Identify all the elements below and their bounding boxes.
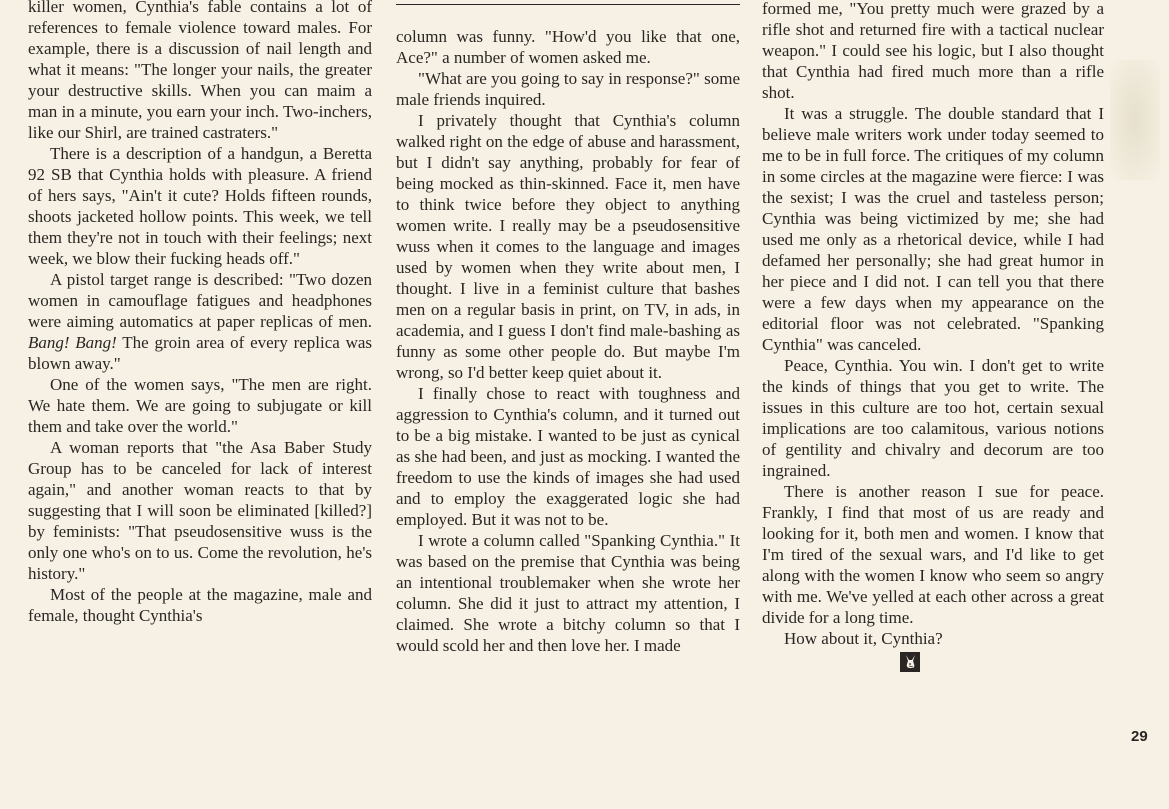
column-1 — [28, 0, 372, 626]
paragraph-text: A pistol target range is described: "Two dozen women in camouflage fatigues and headphones were aiming automatics at paper replicas of men. — [28, 270, 372, 331]
paragraph: I finally chose to react with toughness and aggression to Cynthia's column, and it turned out to be a big mistake. I wanted to be just as cynical as she had been, and just as mocking. I wanted the freedom to use the kinds of images she had used and to employ the exaggerated logic she had employed. But it was not to be. — [396, 384, 740, 529]
italic-phrase: Bang! Bang! — [28, 333, 117, 352]
paragraph: There is another reason I sue for peace. Frankly, I find that most of us are ready and looking for it, both men and women. I know that I'm tired of the sexual wars, and I'd like to get along with the women I know who seem so angry with me. We've yelled at each other across a great divide for a long time. — [762, 482, 1104, 627]
paragraph: One of the women says, "The men are right. We hate them. We are going to subjugate or kill them and take over the world." — [28, 375, 372, 436]
paragraph-text: The — [122, 333, 149, 352]
paragraph — [762, 628, 1104, 649]
end-mark-line — [762, 649, 1104, 672]
paragraph: A woman reports that "the Asa Baber Study Group has to be canceled for lack of interest again," and another woman reacts to that by suggesting that I will soon be eliminated [killed?] by feminists: "That pseudosensitive wuss is the only one who's on to us. Come the revolution, he's history." — [28, 438, 372, 583]
column-2 — [396, 26, 740, 656]
paragraph-text: groin area of every replica was blown away." — [28, 333, 373, 373]
paragraph: I privately thought that Cynthia's column walked right on the edge of abuse and harassment, but I didn't say anything, probably for fear of being mocked as thin-skinned. Face it, men have to think twice before they object to anything women write. I really may be a pseudosensitive wuss when it comes to the language and images used by women when they write about men, I thought. I live in a feminist culture that bashes men on a regular basis in print, on TV, in ads, in academia, and I guess I don't find male-bashing as funny as some other people do. But maybe I'm wrong, so I'd better keep quiet about it. — [396, 111, 740, 382]
rabbit-head-icon — [900, 652, 920, 672]
paper-stain — [1110, 60, 1160, 180]
paragraph: Most of the people at the magazine, male and female, thought Cynthia's — [28, 585, 372, 625]
paragraph: killer women, Cynthia's fable contains a lot of references to female violence toward males. For example, there is a discussion of nail length and what it means: "The longer your nails, the greater your destructive skills. When you can maim a man in a minute, you earn your inch. Two-inchers, like our Shirl, are trained castraters." — [28, 0, 372, 142]
paragraph: column was funny. "How'd you like that one, Ace?" a number of women asked me. — [396, 27, 740, 67]
paragraph: I wrote a column called "Spanking Cynthia." It was based on the premise that Cynthia was being an intentional troublemaker when she wrote her column. She did it just to attract my attention, I claimed. She wrote a bitchy column so that I would scold her and then love her. I made — [396, 531, 740, 655]
paragraph: formed me, "You pretty much were grazed by a rifle shot and returned fire with a tactical nuclear weapon." I could see his logic, but I also thought that Cynthia had fired much more than a rifle shot. — [762, 0, 1104, 102]
paragraph: Peace, Cynthia. You win. I don't get to write the kinds of things that you get to write. The issues in this culture are too hot, certain sexual implications are too calamitous, various notions of gentility and chivalry and decorum are too ingrained. — [762, 356, 1104, 480]
paragraph — [28, 269, 372, 374]
closing-line: How about it, Cynthia? — [784, 629, 943, 648]
paragraph: There is a description of a handgun, a Beretta 92 SB that Cynthia holds with pleasure. A friend of hers says, "Ain't it cute? Holds fifteen rounds, shoots jacketed hollow points. This week, we tell them they're not in touch with their feelings; next week, we blow their fucking heads off." — [28, 144, 372, 268]
paragraph: "What are you going to say in response?" some male friends inquired. — [396, 69, 740, 109]
column-2-top-rule — [396, 4, 740, 5]
paragraph: It was a struggle. The double standard that I believe male writers work under today seemed to me to be in full force. The critiques of my column in some circles at the magazine were fierce: I was the sexist; I was the cruel and tasteless person; Cynthia was being victimized by me; she had used me only as a rhetorical device, while I had defamed her personally; she had great humor in her piece and I did not. I can tell you that there were a few days when my appearance on the editorial floor was not celebrated. "Spanking Cynthia" was canceled. — [762, 104, 1104, 354]
page-number: 29 — [1131, 728, 1148, 745]
column-3 — [762, 0, 1104, 672]
